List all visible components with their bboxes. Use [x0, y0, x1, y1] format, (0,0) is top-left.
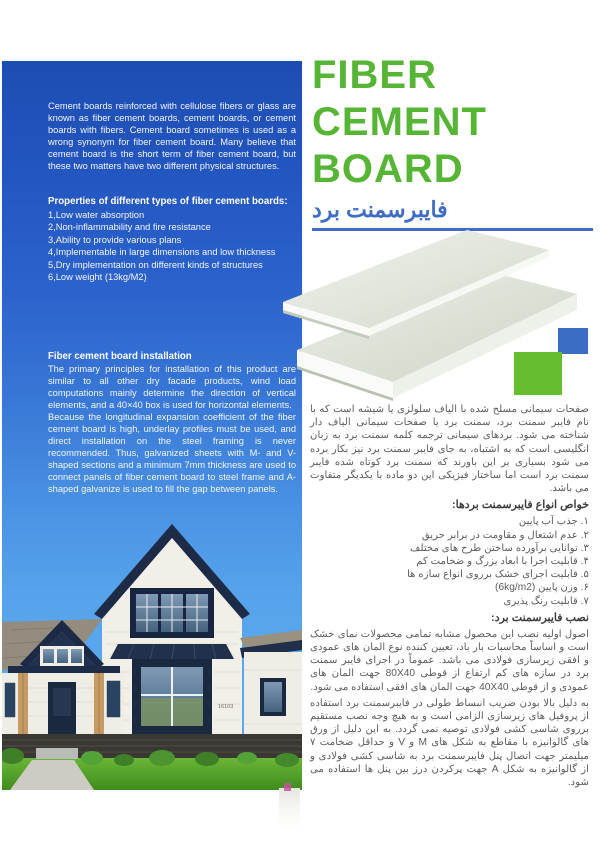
right-window-glass	[264, 682, 282, 712]
installation-paragraph-2: Because the longitudinal expansion coefficient of the fiber cement board is high, underlay profiles must be used, and direct installation on the steel framing is never recommended. Thus, galvanized sheets with M- and V-shaped sections and a minimum 7mm thickness are used to connect panels of fiber cement board to steel frame and A-shaped galvanize is used to fill the gap between panels.	[48, 412, 296, 494]
property-item: 2,Non-inflammability and fire resistance	[48, 222, 211, 233]
intro-paragraph: Cement boards reinforced with cellulose fibers or glass are known as fiber cement boards, cement boards, or cement boards with fibers. Cement board sometimes is used as a wrong synonym for fiber cement board. Many believe that cement board is the short term of fiber cement board, but these two matters have two different physical structures.	[48, 101, 296, 171]
porch-window-left	[4, 682, 16, 718]
page-title	[312, 52, 598, 193]
green-square-decoration	[514, 352, 562, 395]
title-block	[312, 52, 598, 231]
farsi-installation-paragraph-1: اصول اولیه نصب این محصول مشابه تمامی محصولات نمای خشک است و اساساً محاسبات بار باد، تعیین کننده نوع المان های عمودی و افقی زیرسازی فولادی می باشد. عموماً در اجرای فایبر سمنت برد در سازه های کم ارتفاع از قوطی 80X40 جهت المان های عمودی و از قوطی 40X40 جهت المان های افقی استفاده می شود.	[310, 628, 589, 693]
farsi-installation-heading: نصب فایبرسمنت برد:	[491, 611, 589, 624]
farsi-column	[310, 403, 589, 792]
property-item: 6,Low weight (13kg/M2)	[48, 272, 147, 283]
blue-square-decoration	[558, 328, 588, 354]
page-corner-mark	[284, 783, 291, 791]
top-board	[283, 230, 549, 339]
cement-boards-image	[283, 230, 600, 430]
installation-heading: Fiber cement board installation	[48, 351, 192, 362]
farsi-property-item: ۳. توانایی برآورده ساختن طرح های مختلف	[409, 542, 589, 554]
upper-window-glass	[136, 594, 208, 632]
left-panel	[2, 61, 302, 790]
page-title-line: FIBER	[312, 53, 437, 97]
installation-text	[48, 363, 296, 495]
cement-boards-illustration	[283, 230, 600, 430]
farsi-property-item: ۶. وزن پایین (6kg/m2)	[495, 582, 589, 594]
house-number: 16103	[218, 704, 234, 710]
installation-paragraph-1: The primary principles for installation of this product are similar to all other dry facade products, wind load computations mainly determine the direction of vertical elements, and a 40×40 box is used for horizontal elements.	[48, 364, 296, 410]
farsi-property-item: ۴. قابلیت اجرا با ابعاد بزرگ و ضخامت کم	[416, 556, 589, 568]
farsi-properties-list	[310, 515, 589, 607]
property-item: 4,Implementable in large dimensions and low thickness	[48, 247, 276, 258]
farsi-property-item: ۲. عدم اشتعال و مقاومت در برابر حریق	[421, 529, 589, 541]
page-curl	[279, 788, 300, 830]
farsi-property-item: ۵. قابلیت اجرای خشک برروی انواع سازه ها	[407, 569, 589, 581]
page-title-line: BOARD	[312, 147, 464, 191]
porch-window-right	[106, 680, 121, 718]
house-photo	[2, 502, 302, 790]
property-item: 5,Dry implementation on different kinds of structures	[48, 259, 263, 270]
property-item: 3,Ability to provide various plans	[48, 234, 182, 245]
farsi-property-item: ۷. قابلیت رنگ پذیری	[503, 595, 589, 607]
farsi-installation-paragraph-2: به دلیل بالا بودن ضریب انبساط طولی در فایبرسمنت برد استفاده از پروفیل های زیرسازی الزامی است و به هیچ وجه نصب مستقیم برروی شاسی کشی فولادی توصیه نمی گردد. به این دلیل از ورق های گالوانیزه با مقاطع به شکل های M و V و حداقل ضخامت ۷ میلیمتر جهت اتصال پنل فایبرسمنت برد به شاسی کشی فولادی و از گالوانیزه به شکل A جهت پرکردن درز بین پنل ها استفاده می شود.	[310, 697, 590, 789]
porch-steps	[36, 748, 78, 759]
farsi-intro-paragraph: صفحات سیمانی مسلح شده با الیاف سلولزی یا شیشه است که با نام فایبر سمنت برد، سمنت برد یا صفحات سیمانی الیاف دار شناخته می شود. بردهای سیمانی ترجمه کلمه سمنت برد به زبان انگلیسی است که به اشتباه، به جای فایبر سمنت برد نیز بکار برده می شود بسیاری بر این باورند که سمنت برد کوتاه شده فایبر سمنت برد است اما ساختار فیزیکی این دو ماده با یکدیگر متفاوت می باشد.	[310, 404, 589, 495]
page-title-farsi: فایبرسمنت برد	[312, 197, 448, 222]
title-underline	[312, 228, 593, 231]
property-item: 1,Low water absorption	[48, 210, 145, 220]
properties-heading: Properties of different types of fiber cement boards:	[48, 196, 288, 207]
farsi-property-item: ۱. جذب آب پایین	[518, 516, 589, 528]
page-title-line: CEMENT	[312, 100, 487, 144]
farsi-properties-heading: خواص انواع فایبرسمنت بردها:	[451, 499, 589, 512]
properties-list	[48, 209, 298, 283]
porch-roof-edge	[8, 666, 120, 673]
house-illustration	[2, 502, 302, 790]
